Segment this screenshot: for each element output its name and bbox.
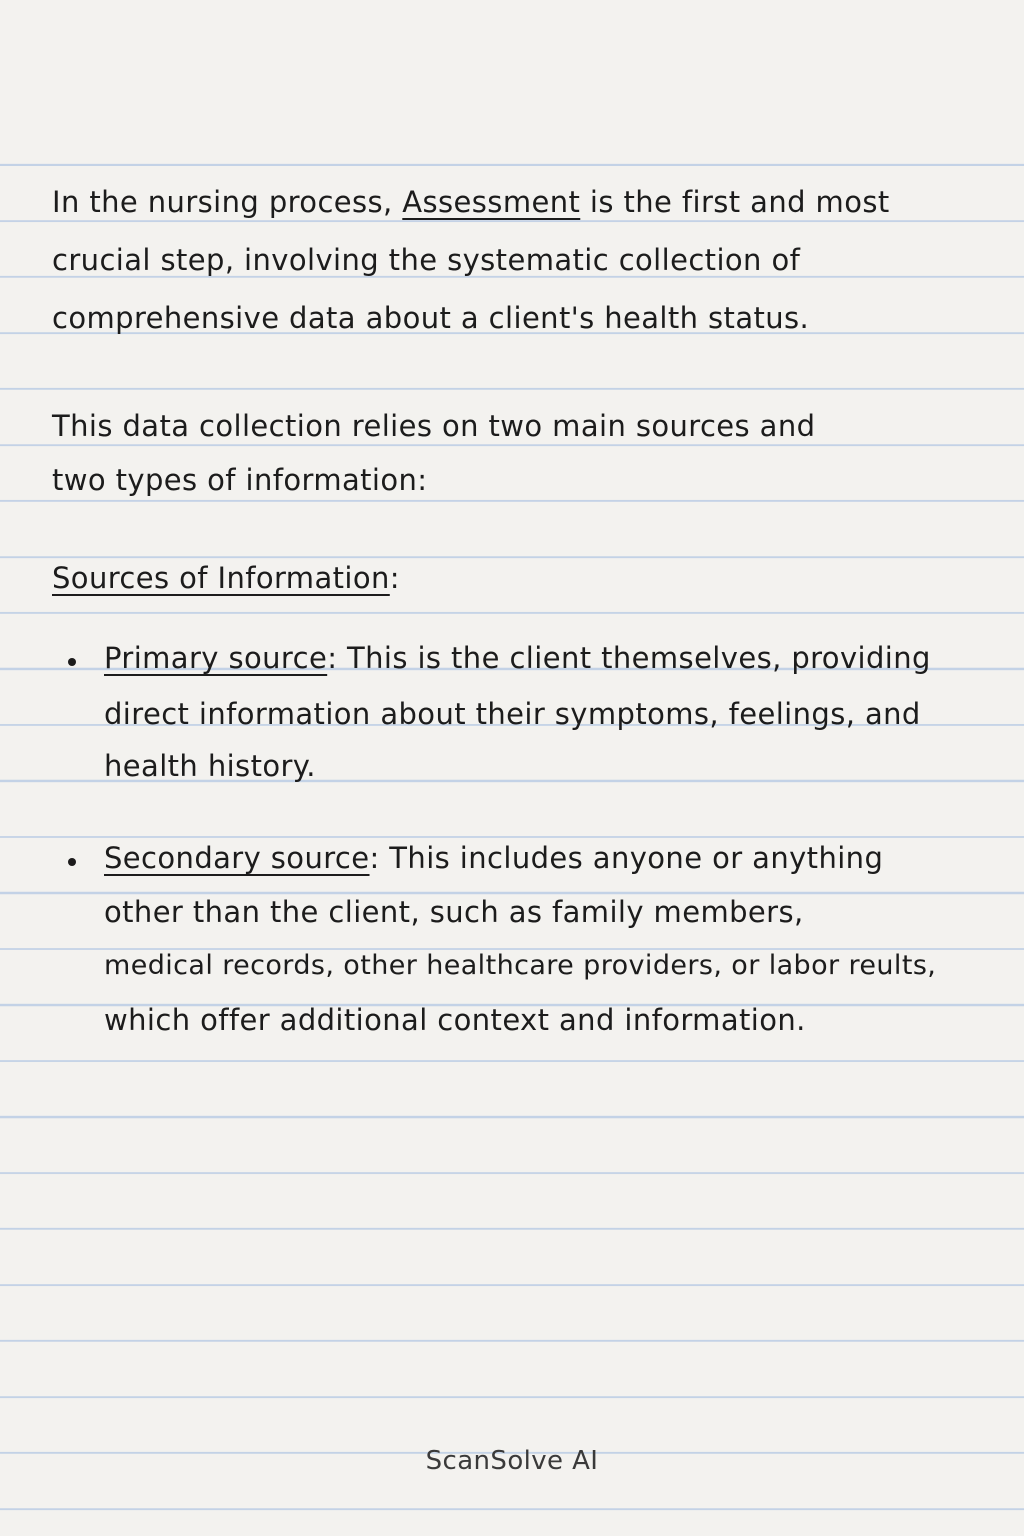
bullet1-line3: health history. [104,749,316,783]
secondary-source-term: Secondary source [104,841,370,875]
page-top-margin [0,0,1024,150]
paragraph1-line1 [52,185,890,219]
section-heading [52,561,400,595]
bullet2-line1 [104,841,884,875]
section-heading-text: Sources of Information [52,561,390,595]
paragraph1-line2: crucial step, involving the systematic collection of [52,243,801,277]
bullet2-line4: which offer additional context and information. [104,1003,806,1037]
bullet-dot [68,658,76,666]
bullet1-line1-rest: : This is the client themselves, providing [327,641,931,675]
paragraph2-line2: two types of information: [52,463,428,497]
footer-brand: ScanSolve AI [425,1446,599,1476]
bullet1-line2: direct information about their symptoms, feelings, and [104,697,921,731]
bullet2-line1-rest: : This includes anyone or anything [369,841,884,875]
section-heading-colon: : [389,561,400,595]
paragraph1-prefix: In the nursing process, [52,185,403,219]
paragraph1-line3: comprehensive data about a client's health status. [52,301,810,335]
paragraph1-suffix: is the first and most [580,185,890,219]
primary-source-term: Primary source [104,641,328,675]
bullet-dot [68,858,76,866]
first-ruled-line [0,164,1024,166]
bullet2-line3: medical records, other healthcare providers, or labor reults, [104,950,937,981]
paragraph2-line1: This data collection relies on two main sources and [52,409,816,443]
assessment-term: Assessment [402,185,581,219]
bullet1-line1 [104,641,931,675]
bullet2-line2: other than the client, such as family members, [104,895,804,929]
